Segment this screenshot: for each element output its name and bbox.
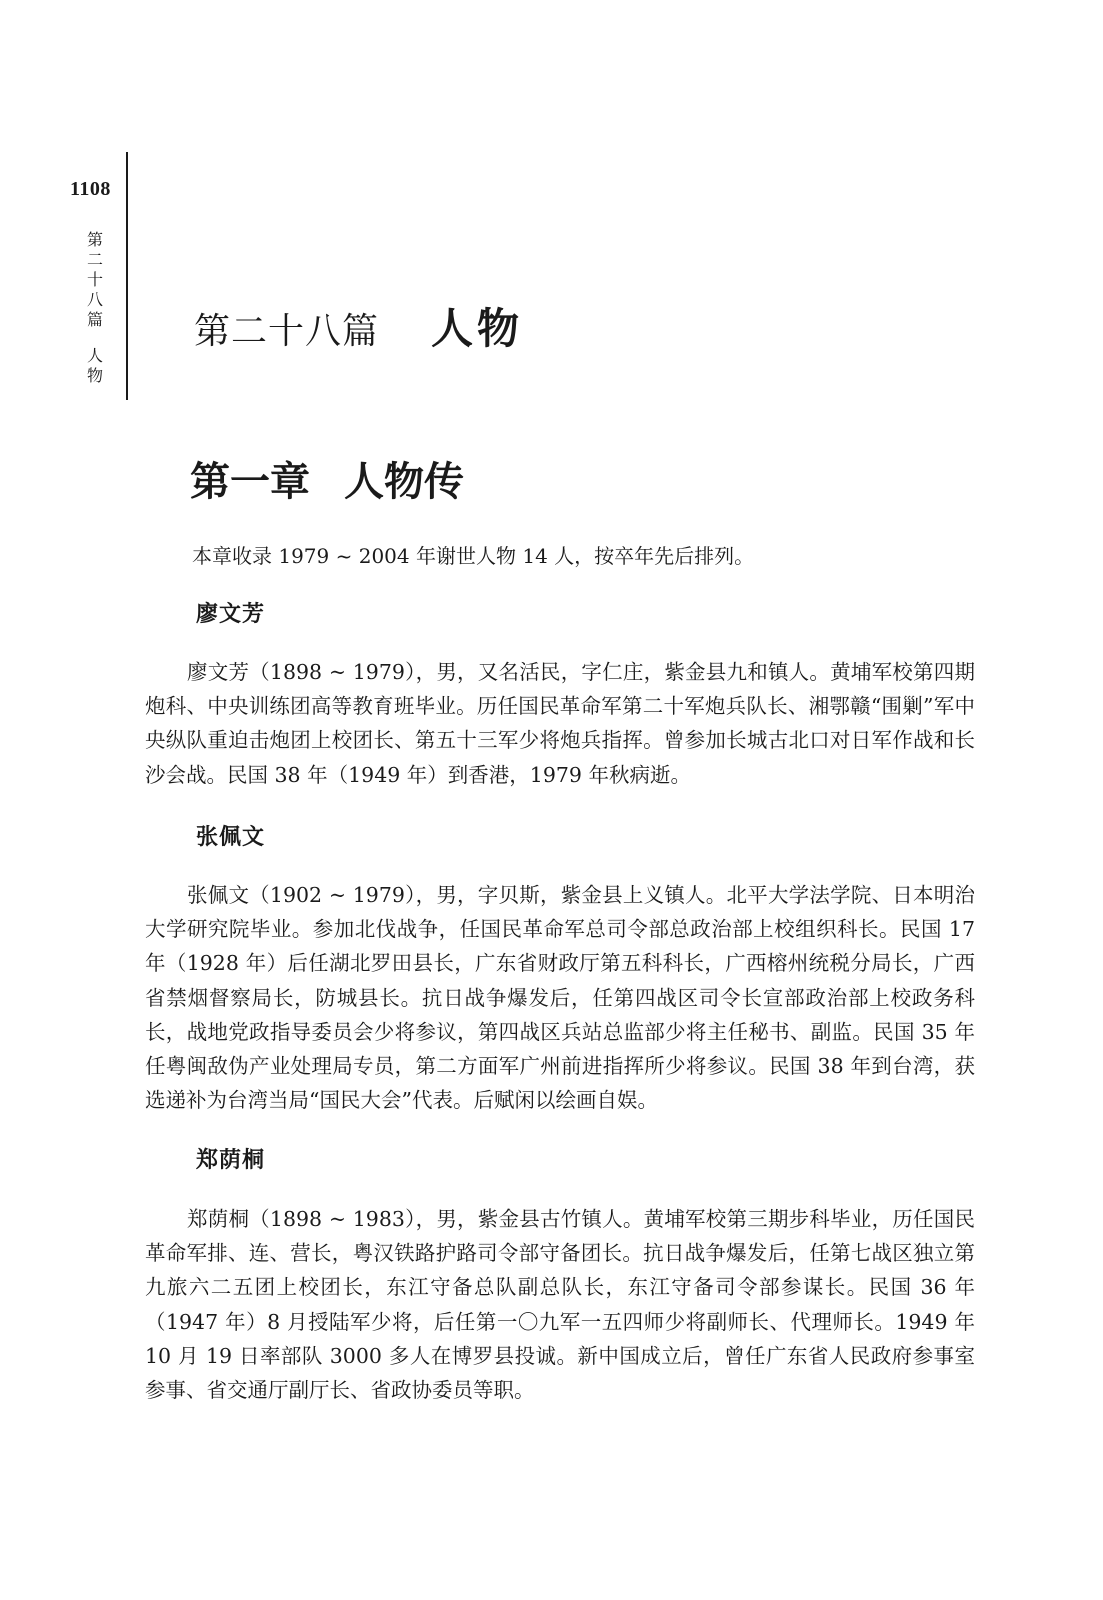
running-header-char: 十 — [86, 270, 103, 289]
person-biography: 张佩文（1902 ~ 1979），男，字贝斯，紫金县上义镇人。北平大学法学院、日本明治大学研究院毕业。参加北伐战争，任国民革命军总司令部总政治部上校组织科长。民国 17 年（1928 年）后任湖北罗田县长，广东省财政厅第五科科长，广西榕州统税分局长，广西省禁烟督察局长，防城县长。抗日战争爆发后，任第四战区司令长宣部政治部上校政务科长，战地党政指导委员会少将参议，第四战区兵站总监部少将主任秘书、副监。民国 35 年任粤闽敌伪产业处理局专员，第二方面军广州前进指挥所少将参议。民国 38 年到台湾，获选递补为台湾当局“国民大会”代表。后赋闲以绘画自娱。 — [145, 883, 975, 1113]
page-number: 1108 — [70, 178, 111, 200]
running-header — [84, 230, 106, 386]
running-header-char: 第 — [86, 230, 103, 249]
running-header-char: 篇 — [86, 310, 103, 329]
margin-rule — [126, 152, 128, 400]
running-header-char: 物 — [86, 366, 103, 385]
part-heading — [194, 296, 523, 356]
running-header-char: 人 — [86, 346, 103, 365]
person-name: 廖文芳 — [196, 602, 266, 627]
part-number: 第二十八篇 — [194, 311, 380, 352]
person-name: 郑荫桐 — [196, 1148, 266, 1173]
chapter-number: 第一章 — [190, 458, 310, 505]
chapter-title: 人物传 — [344, 458, 464, 505]
running-header-char: 二 — [86, 250, 103, 269]
chapter-heading — [190, 450, 464, 507]
chapter-intro: 本章收录 1979 ~ 2004 年谢世人物 14 人，按卒年先后排列。 — [192, 544, 755, 568]
person-biography: 郑荫桐（1898 ~ 1983），男，紫金县古竹镇人。黄埔军校第三期步科毕业，历任国民革命军排、连、营长，粤汉铁路护路司令部守备团长。抗日战争爆发后，任第七战区独立第九旅六二五团上校团长，东江守备总队副总队长，东江守备司令部参谋长。民国 36 年（1947 年）8 月授陆军少将，后任第一〇九军一五四师少将副师长、代理师长。1949 年 10 月 19 日率部队 3000 多人在博罗县投诚。新中国成立后，曾任广东省人民政府参事室参事、省交通厅副厅长、省政协委员等职。 — [145, 1207, 975, 1403]
person-biography: 廖文芳（1898 ~ 1979），男，又名活民，字仁庄，紫金县九和镇人。黄埔军校第四期炮科、中央训练团高等教育班毕业。历任国民革命军第二十军炮兵队长、湘鄂赣“围剿”军中央纵队重迫击炮团上校团长、第五十三军少将炮兵指挥。曾参加长城古北口对日军作战和长沙会战。民国 38 年（1949 年）到香港，1979 年秋病逝。 — [145, 660, 975, 787]
running-header-char: 八 — [86, 290, 103, 309]
part-title: 人物 — [431, 304, 524, 353]
person-name: 张佩文 — [196, 825, 266, 850]
